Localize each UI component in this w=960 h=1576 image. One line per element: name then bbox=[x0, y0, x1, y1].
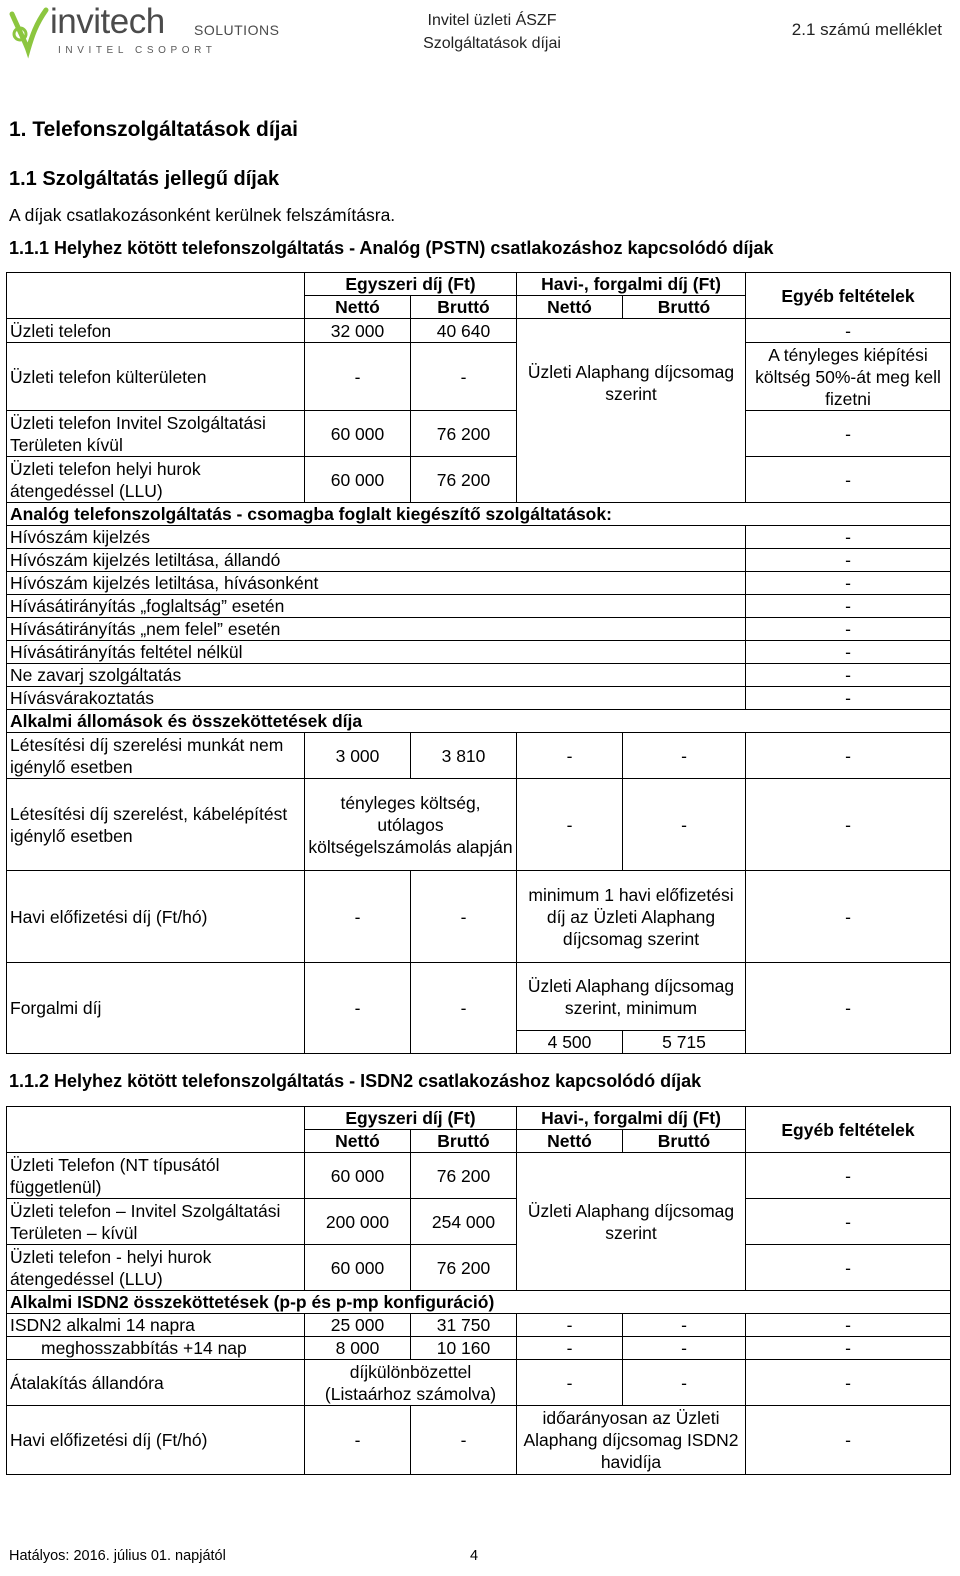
gross-value: - bbox=[411, 1406, 517, 1475]
net-value: 32 000 bbox=[305, 319, 411, 343]
row-name: meghosszabbítás +14 nap bbox=[7, 1337, 305, 1360]
logo-subtitle: INVITEL CSOPORT bbox=[58, 45, 217, 56]
list-item bbox=[7, 687, 951, 710]
table-row bbox=[7, 1337, 951, 1360]
other-value: - bbox=[746, 1360, 951, 1406]
net-value: 60 000 bbox=[305, 1153, 411, 1199]
invitech-logo bbox=[6, 2, 286, 62]
isdn2-fee-table bbox=[6, 1106, 951, 1475]
alaphang-note: Üzleti Alaphang díjcsomag szerint bbox=[517, 1153, 746, 1291]
monthly-net-value: - bbox=[517, 1337, 623, 1360]
alaphang-note: Üzleti Alaphang díjcsomag szerint bbox=[517, 319, 746, 503]
monthly-net-value: 4 500 bbox=[517, 1031, 623, 1054]
col-gross: Bruttó bbox=[411, 1130, 517, 1153]
header-empty bbox=[7, 273, 305, 296]
col-one-time: Egyszeri díj (Ft) bbox=[305, 273, 517, 296]
gross-value: 76 200 bbox=[411, 1245, 517, 1291]
row-name: Üzleti telefon – Invitel Szolgáltatási Területen – kívül bbox=[7, 1199, 305, 1245]
page-header bbox=[0, 0, 960, 68]
monthly-gross-value: 5 715 bbox=[623, 1031, 746, 1054]
occasional-title: Alkalmi ISDN2 összeköttetések (p-p és p-mp konfiguráció) bbox=[7, 1291, 951, 1314]
intro-text: A díjak csatlakozásonként kerülnek felszámításra. bbox=[9, 205, 396, 225]
header-empty bbox=[7, 1130, 305, 1153]
table-row bbox=[7, 963, 951, 1031]
row-name: Létesítési díj szerelési munkát nem igénylő esetben bbox=[7, 733, 305, 779]
addon-value: - bbox=[746, 572, 951, 595]
table-row bbox=[7, 1199, 951, 1245]
annex-label: 2.1 számú melléklet bbox=[791, 20, 942, 39]
table-row bbox=[7, 779, 951, 871]
addon-value: - bbox=[746, 549, 951, 572]
row-name: Havi előfizetési díj (Ft/hó) bbox=[7, 1406, 305, 1475]
net-value: - bbox=[305, 1406, 411, 1475]
col-gross: Bruttó bbox=[411, 296, 517, 319]
other-value: - bbox=[746, 1314, 951, 1337]
gross-value: - bbox=[411, 963, 517, 1054]
col-gross: Bruttó bbox=[623, 1130, 746, 1153]
col-net: Nettó bbox=[305, 1130, 411, 1153]
section1-title: 1.1.1 Helyhez kötött telefonszolgáltatás - Analóg (PSTN) csatlakozáshoz kapcsolódó díjak bbox=[9, 238, 774, 258]
addon-value: - bbox=[746, 641, 951, 664]
one-time-note: tényleges költség, utólagos költségelszámolás alapján bbox=[305, 779, 517, 871]
heading-1: 1. Telefonszolgáltatások díjai bbox=[9, 118, 299, 141]
document-title bbox=[380, 9, 604, 55]
gross-value: 3 810 bbox=[411, 733, 517, 779]
net-value: 25 000 bbox=[305, 1314, 411, 1337]
addon-name: Hívószám kijelzés bbox=[7, 526, 746, 549]
table-row bbox=[7, 1245, 951, 1291]
row-name: Üzleti telefon - helyi hurok átengedéssel (LLU) bbox=[7, 1245, 305, 1291]
gross-value: 76 200 bbox=[411, 457, 517, 503]
list-item bbox=[7, 526, 951, 549]
monthly-net-value: - bbox=[517, 779, 623, 871]
table-row bbox=[7, 733, 951, 779]
monthly-note: minimum 1 havi előfizetési díj az Üzleti Alaphang díjcsomag szerint bbox=[517, 871, 746, 963]
gross-value: 76 200 bbox=[411, 411, 517, 457]
doc-title-line2: Szolgáltatások díjai bbox=[423, 35, 561, 52]
table-row bbox=[7, 1314, 951, 1337]
row-name: Havi előfizetési díj (Ft/hó) bbox=[7, 871, 305, 963]
net-value: 60 000 bbox=[305, 411, 411, 457]
monthly-net-value: - bbox=[517, 1360, 623, 1406]
net-value: 60 000 bbox=[305, 457, 411, 503]
other-value: - bbox=[746, 1406, 951, 1475]
monthly-gross-value: - bbox=[623, 779, 746, 871]
pstn-fee-table bbox=[6, 272, 951, 1054]
monthly-gross-value: - bbox=[623, 1314, 746, 1337]
other-value: - bbox=[746, 963, 951, 1054]
other-value: - bbox=[746, 411, 951, 457]
table-row bbox=[7, 319, 951, 343]
logo-mark-icon bbox=[6, 4, 50, 60]
heading-2: 1.1 Szolgáltatás jellegű díjak bbox=[9, 168, 280, 190]
addon-name: Ne zavarj szolgáltatás bbox=[7, 664, 746, 687]
net-value: - bbox=[305, 963, 411, 1054]
addons-title: Analóg telefonszolgáltatás - csomagba foglalt kiegészítő szolgáltatások: bbox=[7, 503, 951, 526]
row-name: Üzleti telefon bbox=[7, 319, 305, 343]
effective-date: Hatályos: 2016. július 01. napjától bbox=[9, 1548, 226, 1564]
addon-value: - bbox=[746, 618, 951, 641]
list-item bbox=[7, 618, 951, 641]
header-empty bbox=[7, 296, 305, 319]
net-value: - bbox=[305, 343, 411, 411]
col-monthly: Havi-, forgalmi díj (Ft) bbox=[517, 1107, 746, 1130]
monthly-gross-value: - bbox=[623, 1360, 746, 1406]
other-value: - bbox=[746, 779, 951, 871]
table-row bbox=[7, 411, 951, 457]
net-value: 200 000 bbox=[305, 1199, 411, 1245]
col-other: Egyéb feltételek bbox=[746, 273, 951, 319]
col-other: Egyéb feltételek bbox=[746, 1107, 951, 1153]
section2-title: 1.1.2 Helyhez kötött telefonszolgáltatás - ISDN2 csatlakozáshoz kapcsolódó díjak bbox=[9, 1071, 702, 1091]
table-row bbox=[7, 343, 951, 411]
monthly-gross-value: - bbox=[623, 733, 746, 779]
other-value: A tényleges kiépítési költség 50%-át meg kell fizetni bbox=[746, 343, 951, 411]
row-name: ISDN2 alkalmi 14 napra bbox=[7, 1314, 305, 1337]
net-value: - bbox=[305, 871, 411, 963]
addon-value: - bbox=[746, 664, 951, 687]
list-item bbox=[7, 549, 951, 572]
gross-value: 31 750 bbox=[411, 1314, 517, 1337]
monthly-note: időarányosan az Üzleti Alaphang díjcsomag ISDN2 havidíja bbox=[517, 1406, 746, 1475]
col-net: Nettó bbox=[517, 1130, 623, 1153]
col-net: Nettó bbox=[517, 296, 623, 319]
list-item bbox=[7, 595, 951, 618]
list-item bbox=[7, 664, 951, 687]
logo-solutions: SOLUTIONS bbox=[194, 22, 280, 38]
one-time-note: díjkülönbözettel (Listaárhoz számolva) bbox=[305, 1360, 517, 1406]
table-row bbox=[7, 457, 951, 503]
table-row bbox=[7, 1360, 951, 1406]
addon-name: Hívásátirányítás „nem felel” esetén bbox=[7, 618, 746, 641]
other-value: - bbox=[746, 1199, 951, 1245]
other-value: - bbox=[746, 733, 951, 779]
other-value: - bbox=[746, 1337, 951, 1360]
monthly-net-value: - bbox=[517, 1314, 623, 1337]
net-value: 60 000 bbox=[305, 1245, 411, 1291]
monthly-gross-value: - bbox=[623, 1337, 746, 1360]
col-one-time: Egyszeri díj (Ft) bbox=[305, 1107, 517, 1130]
other-value: - bbox=[746, 871, 951, 963]
monthly-net-value: - bbox=[517, 733, 623, 779]
gross-value: 254 000 bbox=[411, 1199, 517, 1245]
row-name: Forgalmi díj bbox=[7, 963, 305, 1054]
gross-value: - bbox=[411, 343, 517, 411]
other-value: - bbox=[746, 1153, 951, 1199]
addon-name: Hívásvárakoztatás bbox=[7, 687, 746, 710]
addon-value: - bbox=[746, 687, 951, 710]
addon-name: Hívószám kijelzés letiltása, hívásonként bbox=[7, 572, 746, 595]
gross-value: 40 640 bbox=[411, 319, 517, 343]
row-name: Létesítési díj szerelést, kábelépítést igénylő esetben bbox=[7, 779, 305, 871]
row-name: Üzleti telefon helyi hurok átengedéssel (LLU) bbox=[7, 457, 305, 503]
addon-name: Hívószám kijelzés letiltása, állandó bbox=[7, 549, 746, 572]
addon-value: - bbox=[746, 595, 951, 618]
list-item bbox=[7, 572, 951, 595]
gross-value: 10 160 bbox=[411, 1337, 517, 1360]
addon-name: Hívásátirányítás feltétel nélkül bbox=[7, 641, 746, 664]
other-value: - bbox=[746, 319, 951, 343]
header-empty bbox=[7, 1107, 305, 1130]
table-row bbox=[7, 871, 951, 963]
table-row bbox=[7, 1406, 951, 1475]
gross-value: 76 200 bbox=[411, 1153, 517, 1199]
net-value: 3 000 bbox=[305, 733, 411, 779]
col-monthly: Havi-, forgalmi díj (Ft) bbox=[517, 273, 746, 296]
occasional-title: Alkalmi állomások és összeköttetések díja bbox=[7, 710, 951, 733]
other-value: - bbox=[746, 1245, 951, 1291]
row-name: Üzleti telefon külterületen bbox=[7, 343, 305, 411]
row-name: Üzleti Telefon (NT típusától függetlenül) bbox=[7, 1153, 305, 1199]
addon-value: - bbox=[746, 526, 951, 549]
addon-name: Hívásátirányítás „foglaltság” esetén bbox=[7, 595, 746, 618]
row-name: Átalakítás állandóra bbox=[7, 1360, 305, 1406]
doc-title-line1: Invitel üzleti ÁSZF bbox=[427, 12, 557, 29]
net-value: 8 000 bbox=[305, 1337, 411, 1360]
col-net: Nettó bbox=[305, 296, 411, 319]
list-item bbox=[7, 641, 951, 664]
gross-value: - bbox=[411, 871, 517, 963]
monthly-note: Üzleti Alaphang díjcsomag szerint, minimum bbox=[517, 963, 746, 1031]
col-gross: Bruttó bbox=[623, 296, 746, 319]
logo-wordmark: invitech bbox=[50, 2, 165, 41]
page-number: 4 bbox=[470, 1548, 479, 1564]
table-row bbox=[7, 1153, 951, 1199]
row-name: Üzleti telefon Invitel Szolgáltatási Területen kívül bbox=[7, 411, 305, 457]
other-value: - bbox=[746, 457, 951, 503]
